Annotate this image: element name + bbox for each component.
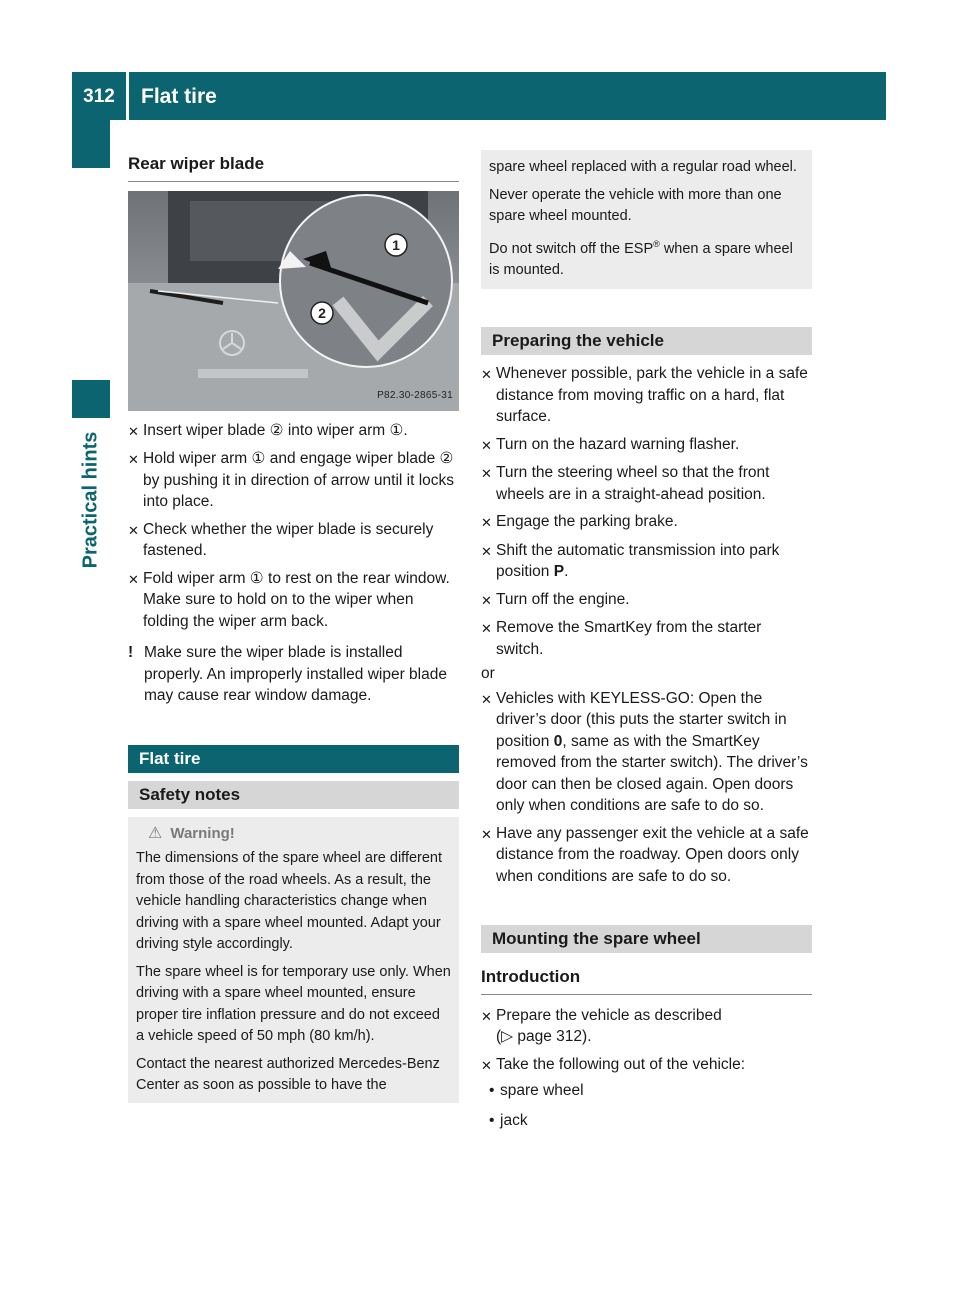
list-item: • jack xyxy=(481,1110,812,1132)
list-item: • spare wheel xyxy=(481,1080,812,1102)
step-marker-icon: ✕ xyxy=(481,515,492,531)
list-item: ✕ Check whether the wiper blade is securely fastened. xyxy=(128,519,459,562)
step-marker-icon: ✕ xyxy=(481,437,492,453)
list-item: ✕ Shift the automatic transmission into park position P. xyxy=(481,540,812,583)
rear-wiper-illustration xyxy=(128,191,459,411)
warning-box-continued: spare wheel replaced with a regular road wheel. Never operate the vehicle with more than one spare wheel mounted. Do not switch off the ESP® when a spare wheel is mounted. xyxy=(481,150,812,289)
safety-notes-heading: Safety notes xyxy=(128,781,459,809)
page-number: 312 xyxy=(83,86,115,107)
caution-note: ! Make sure the wiper blade is installed properly. An improperly installed wiper blade may cause rear window damage. xyxy=(128,642,459,707)
header-divider xyxy=(126,72,129,120)
list-item: ✕ Turn the steering wheel so that the front wheels are in a straight-ahead position. xyxy=(481,462,812,505)
step-marker-icon: ✕ xyxy=(481,621,492,637)
step-marker-icon: ✕ xyxy=(481,826,492,842)
list-item: ✕ Prepare the vehicle as described (▷ page 312). xyxy=(481,1005,812,1048)
or-text: or xyxy=(481,665,495,683)
callout-2-label: 2 xyxy=(318,304,326,321)
step-marker-icon: ✕ xyxy=(481,691,492,707)
list-item: ✕ Turn off the engine. xyxy=(481,589,812,612)
warning-triangle-icon: ⚠ xyxy=(148,824,163,842)
list-item: ✕ Have any passenger exit the vehicle at a safe distance from the roadway. Open doors only when conditions are safe to do so. xyxy=(481,823,812,888)
list-item: ✕ Take the following out of the vehicle: xyxy=(481,1054,812,1077)
flat-tire-heading: Flat tire xyxy=(128,745,459,773)
list-item: ✕ Insert wiper blade ② into wiper arm ①. xyxy=(128,420,459,443)
page-title: Flat tire xyxy=(141,85,217,108)
right-column xyxy=(481,150,812,1131)
figure-ref-code: P82.30-2865-31 xyxy=(377,390,453,401)
introduction-heading: Introduction xyxy=(481,966,812,995)
list-item: ✕ Whenever possible, park the vehicle in a safe distance from moving traffic on a hard, flat surface. xyxy=(481,363,812,428)
bullet-icon: • xyxy=(489,1111,495,1129)
list-item: ✕ Vehicles with KEYLESS-GO: Open the driver’s door (this puts the starter switch in position 0, same as with the SmartKey removed from the starter switch). The driver’s door can then be closed again. Open doors only when conditions are safe to do so. xyxy=(481,688,812,817)
exclamation-icon: ! xyxy=(128,644,134,661)
rear-wiper-heading: Rear wiper blade xyxy=(128,153,459,182)
page-reference: (▷ page 312). xyxy=(496,1028,592,1046)
list-item: ✕ Turn on the hazard warning flasher. xyxy=(481,434,812,457)
step-marker-icon: ✕ xyxy=(481,466,492,482)
mounting-heading: Mounting the spare wheel xyxy=(481,925,812,953)
preparing-heading: Preparing the vehicle xyxy=(481,327,812,355)
step-marker-icon: ✕ xyxy=(481,1008,492,1024)
step-marker-icon: ✕ xyxy=(481,543,492,559)
list-item: ✕ Fold wiper arm ① to rest on the rear window. Make sure to hold on to the wiper when folding the wiper arm back. xyxy=(128,568,459,633)
list-item: ✕ Engage the parking brake. xyxy=(481,511,812,534)
warning-box: ⚠ Warning! The dimensions of the spare wheel are different from those of the road wheels. As a result, the vehicle handling characteristics change when driving with a spare wheel mounted. Adapt your driving style accordingly. The spare wheel is for temporary use only. When driving with a spare wheel mounted, ensure proper tire inflation pressure and do not exceed a vehicle speed of 50 mph (80 km/h). Contact the nearest authorized Mercedes-Benz Center as soon as possible to have the xyxy=(128,817,459,1103)
step-marker-icon: ✕ xyxy=(128,452,139,467)
list-item: ✕ Hold wiper arm ① and engage wiper blade ② by pushing it in direction of arrow until it locks into place. xyxy=(128,448,459,513)
left-column xyxy=(128,150,459,1103)
callout-1-label: 1 xyxy=(392,236,400,253)
step-marker-icon: ✕ xyxy=(128,522,139,538)
step-marker-icon: ✕ xyxy=(481,592,492,608)
step-marker-icon: ✕ xyxy=(128,571,139,587)
side-block xyxy=(72,380,110,418)
step-marker-icon: ✕ xyxy=(481,367,492,383)
side-tab xyxy=(72,120,110,168)
section-side-label: Practical hints xyxy=(79,431,102,569)
step-marker-icon: ✕ xyxy=(481,1057,492,1073)
rear-wiper-figure xyxy=(128,191,459,411)
list-item: ✕ Remove the SmartKey from the starter switch. xyxy=(481,617,812,660)
bullet-icon: • xyxy=(489,1082,495,1100)
step-marker-icon: ✕ xyxy=(128,423,139,439)
